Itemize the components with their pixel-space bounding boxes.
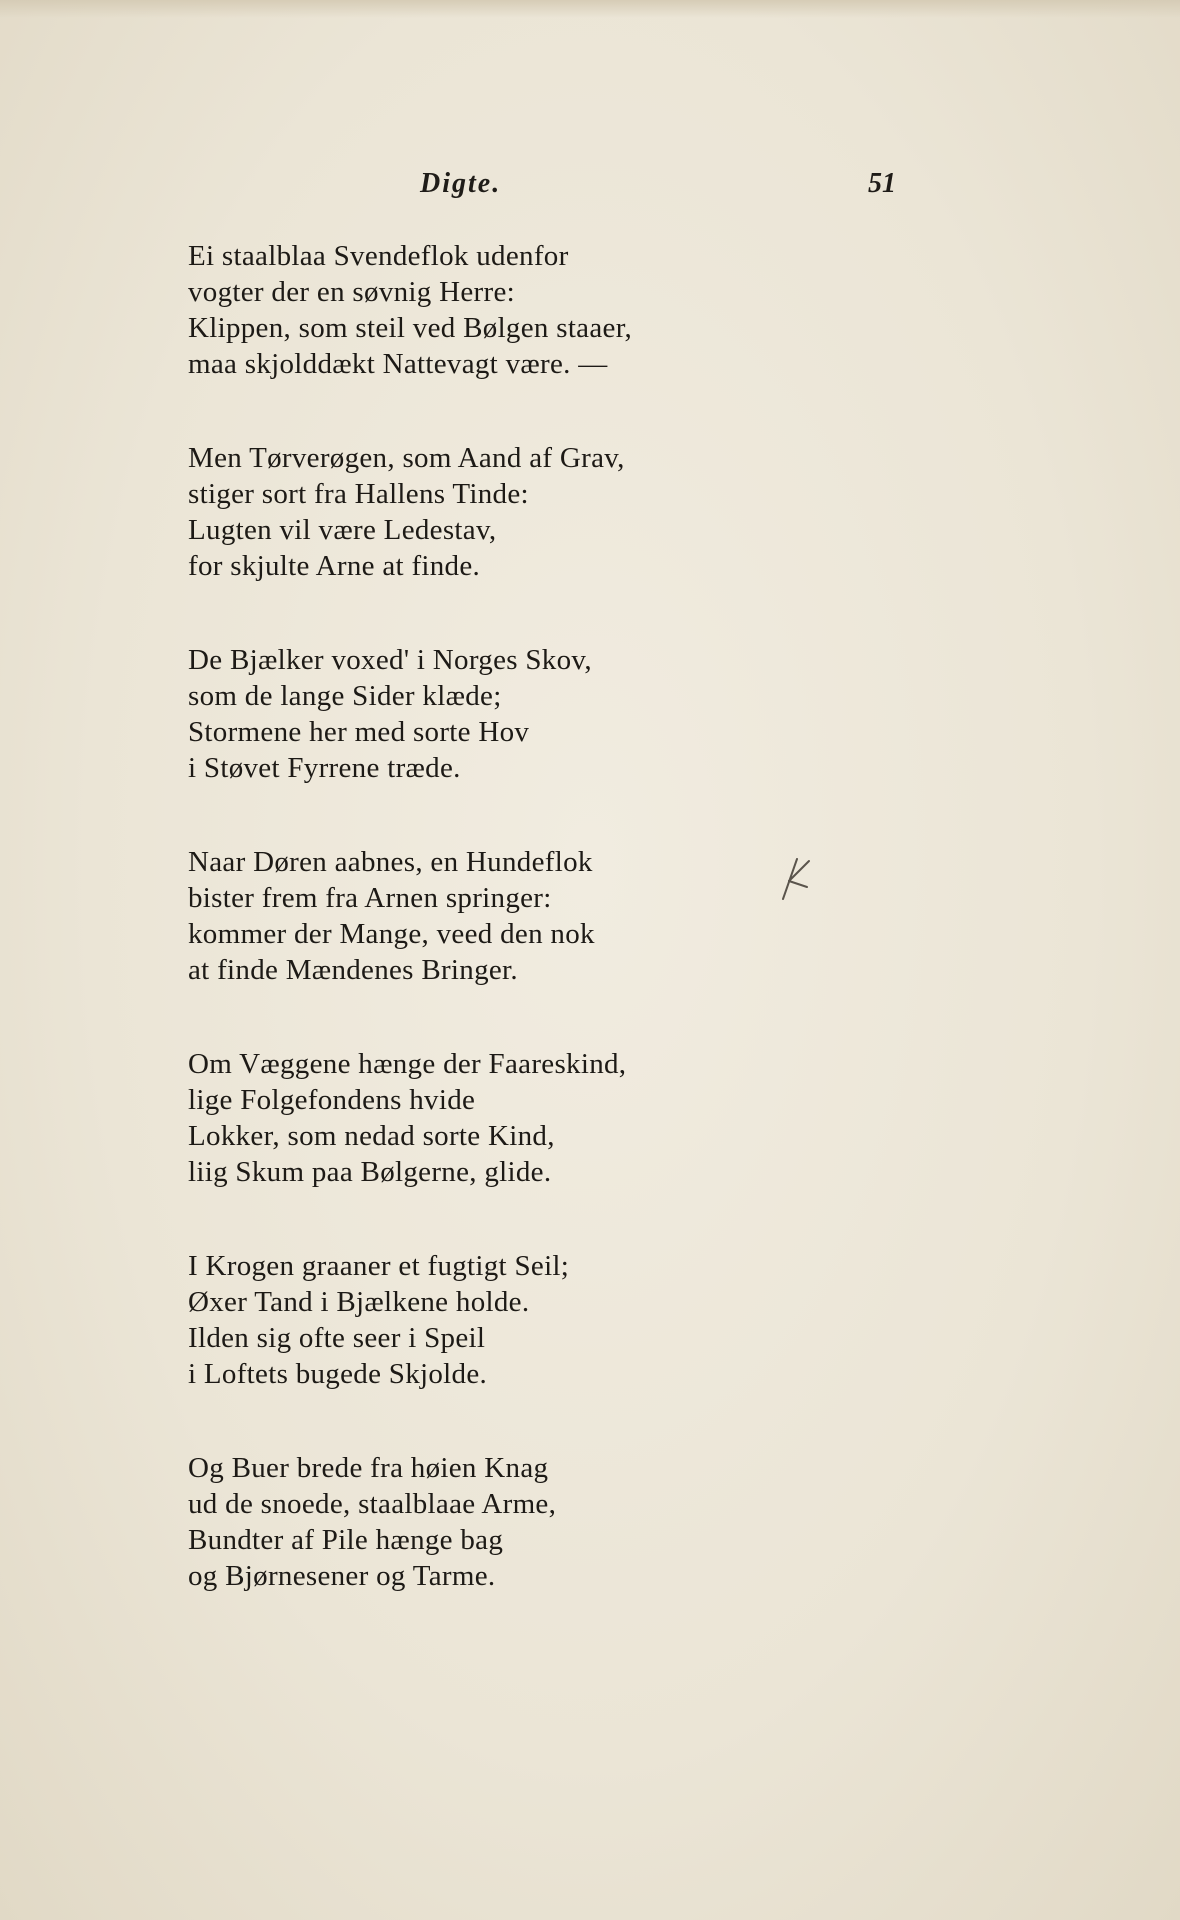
poem-line: i Støvet Fyrrene træde. bbox=[188, 752, 461, 784]
poem-line: lige Folgefondens hvide bbox=[188, 1084, 476, 1116]
poem-line: Bundter af Pile hænge bag bbox=[188, 1524, 504, 1556]
stanza-4 bbox=[188, 844, 748, 988]
poem-line: og Bjørnesener og Tarme. bbox=[188, 1560, 496, 1592]
poem-line: Og Buer brede fra høien Knag bbox=[188, 1452, 549, 1484]
stanza-1 bbox=[188, 238, 748, 382]
poem-line: Klippen, som steil ved Bølgen staaer, bbox=[188, 312, 633, 344]
stanza-5 bbox=[188, 1046, 748, 1190]
poem-line: Lokker, som nedad sorte Kind, bbox=[188, 1120, 555, 1152]
running-title: Digte. bbox=[420, 168, 502, 199]
poem-line: Øxer Tand i Bjælkene holde. bbox=[188, 1286, 530, 1318]
poem-line: kommer der Mange, veed den nok bbox=[188, 918, 595, 950]
poem-line: vogter der en søvnig Herre: bbox=[188, 276, 515, 308]
stanza-3 bbox=[188, 642, 748, 786]
poem-line: at finde Mændenes Bringer. bbox=[188, 954, 518, 986]
poem-line: Ei staalblaa Svendeflok udenfor bbox=[188, 240, 569, 272]
poem-line: Om Væggene hænge der Faareskind, bbox=[188, 1048, 627, 1080]
poem-line: Naar Døren aabnes, en Hundeflok bbox=[188, 846, 593, 878]
poem-line: Lugten vil være Ledestav, bbox=[188, 514, 497, 546]
poem-line: Stormene her med sorte Hov bbox=[188, 716, 530, 748]
page-number: 51 bbox=[868, 168, 896, 199]
poem-line: maa skjolddækt Nattevagt være. — bbox=[188, 348, 608, 380]
stanza-6 bbox=[188, 1248, 748, 1392]
poem-line: stiger sort fra Hallens Tinde: bbox=[188, 478, 529, 510]
page-top-edge bbox=[0, 0, 1180, 18]
poem-line: Men Tørverøgen, som Aand af Grav, bbox=[188, 442, 625, 474]
poem-line: I Krogen graaner et fugtigt Seil; bbox=[188, 1250, 570, 1282]
poem-line: som de lange Sider klæde; bbox=[188, 680, 502, 712]
poem-line: ud de snoede, staalblaae Arme, bbox=[188, 1488, 557, 1520]
poem bbox=[188, 238, 748, 1652]
stanza-7 bbox=[188, 1450, 748, 1594]
stanza-2 bbox=[188, 440, 748, 584]
poem-line: liig Skum paa Bølgerne, glide. bbox=[188, 1156, 552, 1188]
pencil-mark-icon bbox=[775, 845, 825, 905]
poem-line: i Loftets bugede Skjolde. bbox=[188, 1358, 488, 1390]
poem-line: De Bjælker voxed' i Norges Skov, bbox=[188, 644, 592, 676]
poem-line: for skjulte Arne at finde. bbox=[188, 550, 481, 582]
poem-line: bister frem fra Arnen springer: bbox=[188, 882, 552, 914]
poem-line: Ilden sig ofte seer i Speil bbox=[188, 1322, 486, 1354]
